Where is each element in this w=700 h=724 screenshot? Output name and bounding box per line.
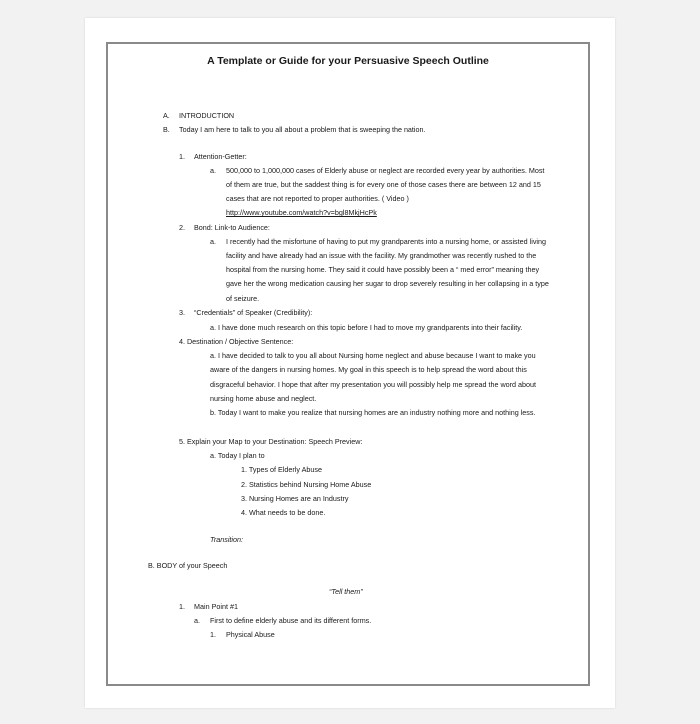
destination-a-line-2: aware of the dangers in nursing homes. My goal in this speech is to help spread the word about this — [210, 365, 527, 374]
bond-line-5: of seizure. — [226, 294, 260, 303]
bond-marker: 2. — [179, 223, 185, 232]
transition-label: Transition: — [210, 535, 244, 544]
sub-point-text: Physical Abuse — [226, 630, 275, 639]
credentials-marker: 3. — [179, 308, 185, 317]
attention-line-1: 500,000 to 1,000,000 cases of Elderly abuse or neglect are recorded every year by authorities. Most — [226, 166, 545, 175]
bond-line-1: I recently had the misfortune of having to put my grandparents into a nursing home, or assisted living — [226, 237, 547, 246]
intro-a-text: INTRODUCTION — [179, 111, 235, 120]
credentials-a-text: a. I have done much research on this topic before I had to move my grandparents into their facility. — [210, 323, 523, 332]
intro-a-marker: A. — [163, 111, 170, 120]
bond-heading: Bond: Link-to Audience: — [194, 223, 270, 232]
document-title: A Template or Guide for your Persuasive Speech Outline — [207, 55, 489, 67]
video-link[interactable]: http://www.youtube.com/watch?v=bgl8MkjHcPk — [226, 208, 377, 217]
destination-a-line-4: nursing home abuse and neglect. — [210, 394, 317, 403]
attention-marker: 1. — [179, 152, 185, 161]
bond-line-3: hospital from the nursing home. They said it could have possibly been a “ med error” meaning they — [226, 265, 540, 274]
body-heading: B. BODY of your Speech — [148, 561, 228, 570]
credentials-heading: “Credentials” of Speaker (Credibility): — [194, 308, 313, 317]
bond-line-2: facility and have already had an issue with the facility. My grandmother was recently rushed to the — [226, 251, 537, 260]
map-item-1: 1. Types of Elderly Abuse — [241, 465, 322, 474]
destination-b-text: b. Today I want to make you realize that nursing homes are an industry nothing more and nothing less. — [210, 408, 536, 417]
destination-heading: 4. Destination / Objective Sentence: — [179, 337, 294, 346]
map-a-text: a. Today I plan to — [210, 451, 265, 460]
map-heading: 5. Explain your Map to your Destination: Speech Preview: — [179, 437, 363, 446]
main-point-label: Main Point #1 — [194, 602, 238, 611]
attention-line-2: of them are true, but the saddest thing is for every one of those cases there are between 12 and 15 — [226, 180, 541, 189]
sub-point-marker: 1. — [210, 630, 216, 639]
tell-them-label: “Tell them” — [329, 587, 363, 596]
main-point-a-text: First to define elderly abuse and its different forms. — [210, 616, 372, 625]
map-item-4: 4. What needs to be done. — [241, 508, 326, 517]
map-item-2: 2. Statistics behind Nursing Home Abuse — [241, 480, 372, 489]
map-item-3: 3. Nursing Homes are an Industry — [241, 494, 349, 503]
attention-heading: Attention-Getter: — [194, 152, 247, 161]
intro-b-marker: B. — [163, 125, 170, 134]
destination-a-line-1: a. I have decided to talk to you all about Nursing home neglect and abuse because I want to make you — [210, 351, 536, 360]
main-point-marker: 1. — [179, 602, 185, 611]
bond-line-4: gave her the wrong medication causing her sugar to drop severely resulting in her collapsing in a type — [226, 279, 549, 288]
main-point-a-marker: a. — [194, 616, 200, 625]
bond-a-marker: a. — [210, 237, 216, 246]
intro-b-text: Today I am here to talk to you all about a problem that is sweeping the nation. — [179, 125, 426, 134]
destination-a-line-3: disgraceful behavior. I hope that after my presentation you will possibly help me spread the word about — [210, 380, 537, 389]
attention-a-marker: a. — [210, 166, 216, 175]
attention-line-3: cases that are not reported to proper authorities. ( Video ) — [226, 194, 409, 203]
